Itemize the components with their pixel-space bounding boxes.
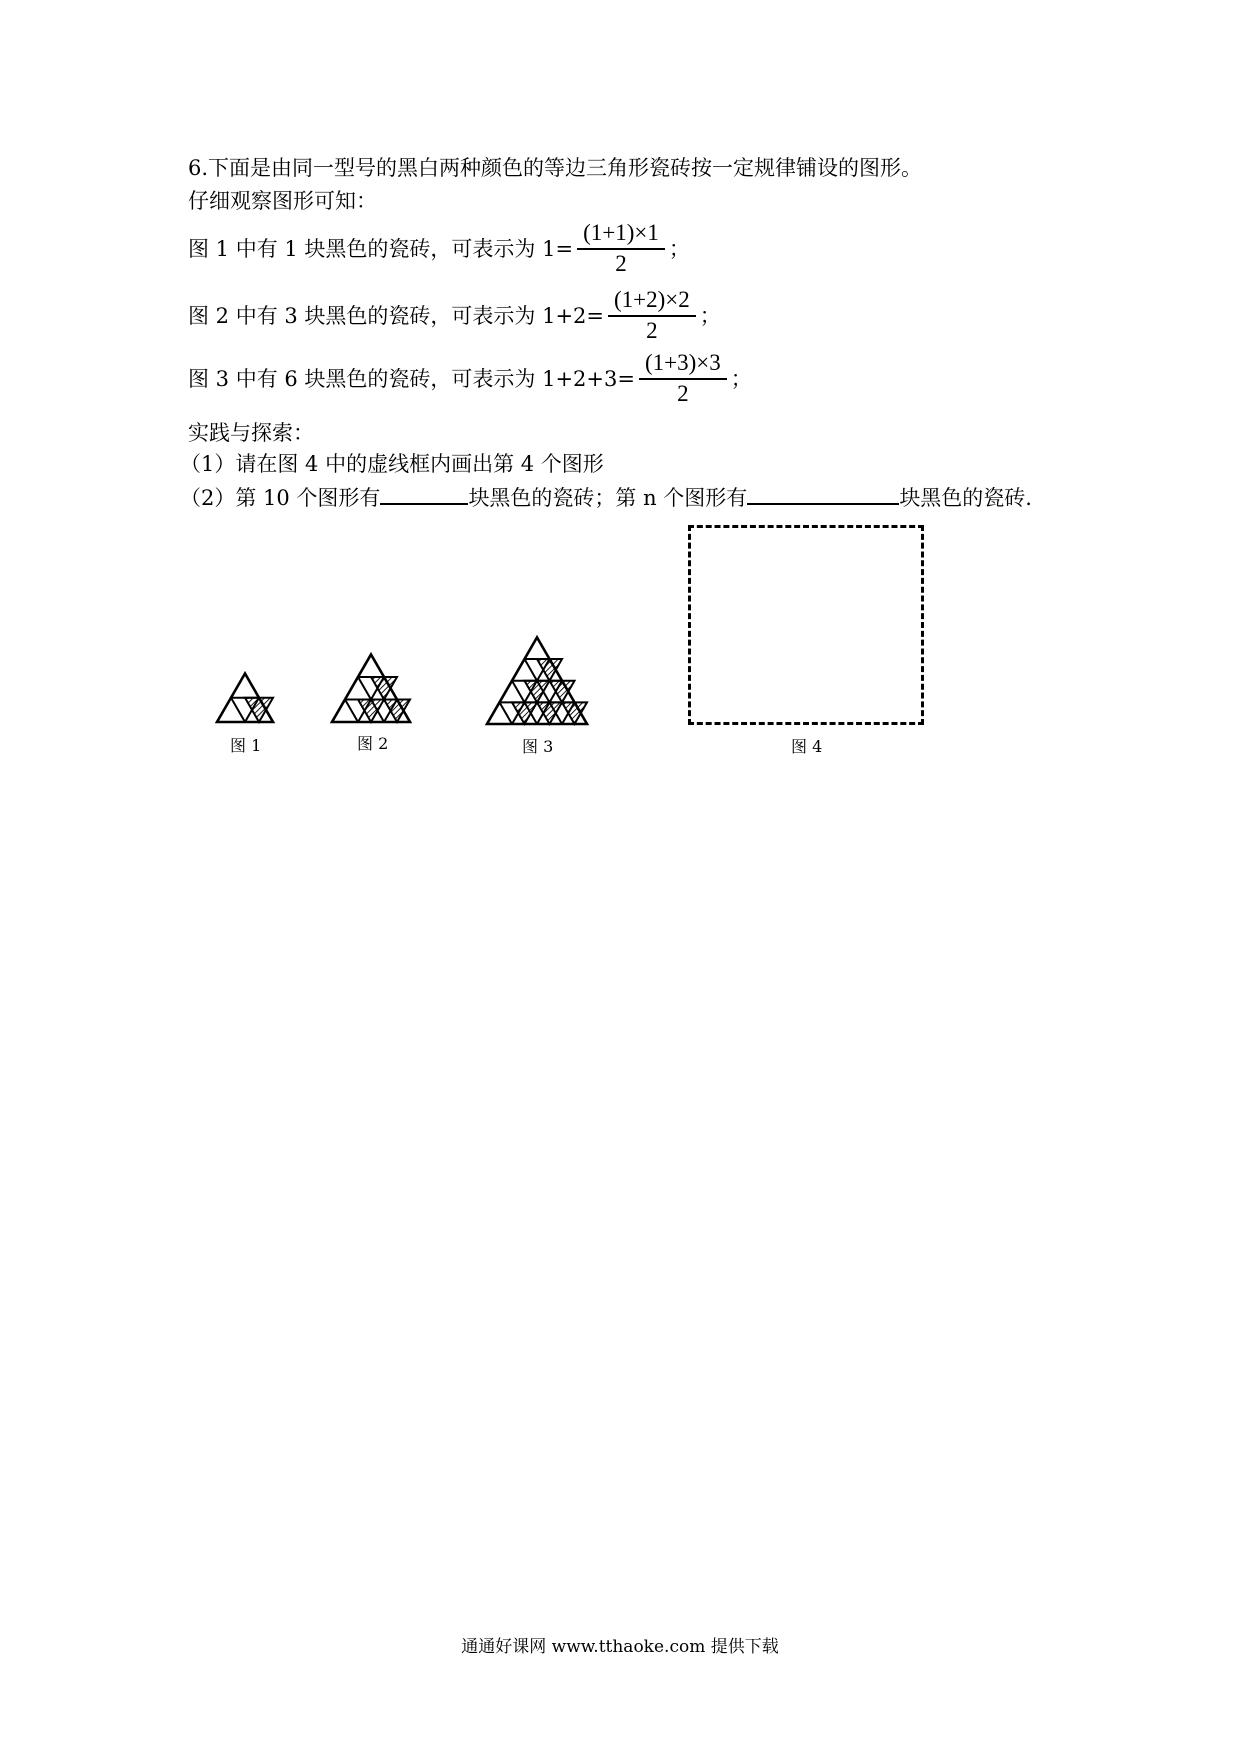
black-tile	[371, 677, 397, 700]
formula-row-3-end: ；	[730, 367, 752, 391]
formula-row-2	[188, 285, 721, 345]
formula-row-3-text: 图 3 中有 6 块黑色的瓷砖，可表示为 1+2+3=	[188, 367, 635, 391]
formula-row-1-text: 图 1 中有 1 块黑色的瓷砖，可表示为 1=	[188, 237, 574, 261]
figure-4-dashed-box[interactable]	[688, 525, 924, 725]
footer-text: 通通好课网 www.tthaoke.com 提供下载	[461, 1637, 779, 1657]
practice-title: 实践与探索：	[188, 421, 314, 445]
formula-row-2-text: 图 2 中有 3 块黑色的瓷砖，可表示为 1+2=	[188, 304, 605, 328]
observe-text: 仔细观察图形可知：	[188, 189, 377, 213]
black-tile	[550, 681, 575, 703]
caption-figure-4: 图 4	[791, 737, 823, 756]
fraction-2	[608, 286, 696, 345]
formula-row-1-end: ；	[668, 237, 690, 261]
black-tile	[537, 659, 562, 681]
black-tile	[512, 702, 537, 724]
white-tile	[231, 674, 259, 698]
black-tile	[245, 698, 273, 722]
part-1-text: （1）请在图 4 中的虚线框内画出第 4 个图形	[180, 452, 604, 476]
fraction-3-numerator: (1+3)×3	[639, 349, 727, 380]
caption-figure-1: 图 1	[230, 736, 262, 755]
fraction-1-denominator: 2	[615, 250, 627, 276]
fraction-1-numerator: (1+1)×1	[577, 219, 665, 250]
black-tile	[525, 681, 550, 703]
fraction-2-numerator: (1+2)×2	[608, 286, 696, 317]
question-intro: 6.下面是由同一型号的黑白两种颜色的等边三角形瓷砖按一定规律铺设的图形。	[188, 156, 923, 180]
part-2-text-b: 块黑色的瓷砖；第 n 个图形有	[468, 486, 748, 510]
formula-row-1	[188, 218, 690, 278]
white-tile	[217, 698, 245, 722]
white-tile	[487, 702, 512, 724]
black-tile	[537, 702, 562, 724]
figure-1	[200, 660, 290, 726]
formula-row-3	[188, 348, 752, 408]
white-tile	[500, 681, 525, 703]
white-tile	[358, 654, 384, 677]
part-2-line	[180, 483, 1032, 511]
fraction-1	[577, 219, 665, 278]
answer-blank-n[interactable]	[747, 483, 899, 505]
black-tile	[562, 702, 587, 724]
answer-blank-10[interactable]	[380, 483, 468, 505]
figure-3	[458, 606, 616, 728]
white-tile	[345, 677, 371, 700]
caption-figure-3: 图 3	[522, 737, 554, 756]
fraction-3	[639, 349, 727, 408]
black-tile	[384, 699, 410, 722]
white-tile	[332, 699, 358, 722]
caption-figure-2: 图 2	[357, 734, 389, 753]
fraction-2-denominator: 2	[646, 317, 658, 343]
fraction-3-denominator: 2	[677, 380, 689, 406]
formula-row-2-end: ；	[699, 304, 721, 328]
black-tile	[358, 699, 384, 722]
figure-2	[312, 632, 430, 726]
white-tile	[525, 637, 550, 659]
part-2-text-c: 块黑色的瓷砖.	[899, 486, 1032, 510]
white-tile	[512, 659, 537, 681]
part-2-text-a: （2）第 10 个图形有	[180, 486, 381, 510]
